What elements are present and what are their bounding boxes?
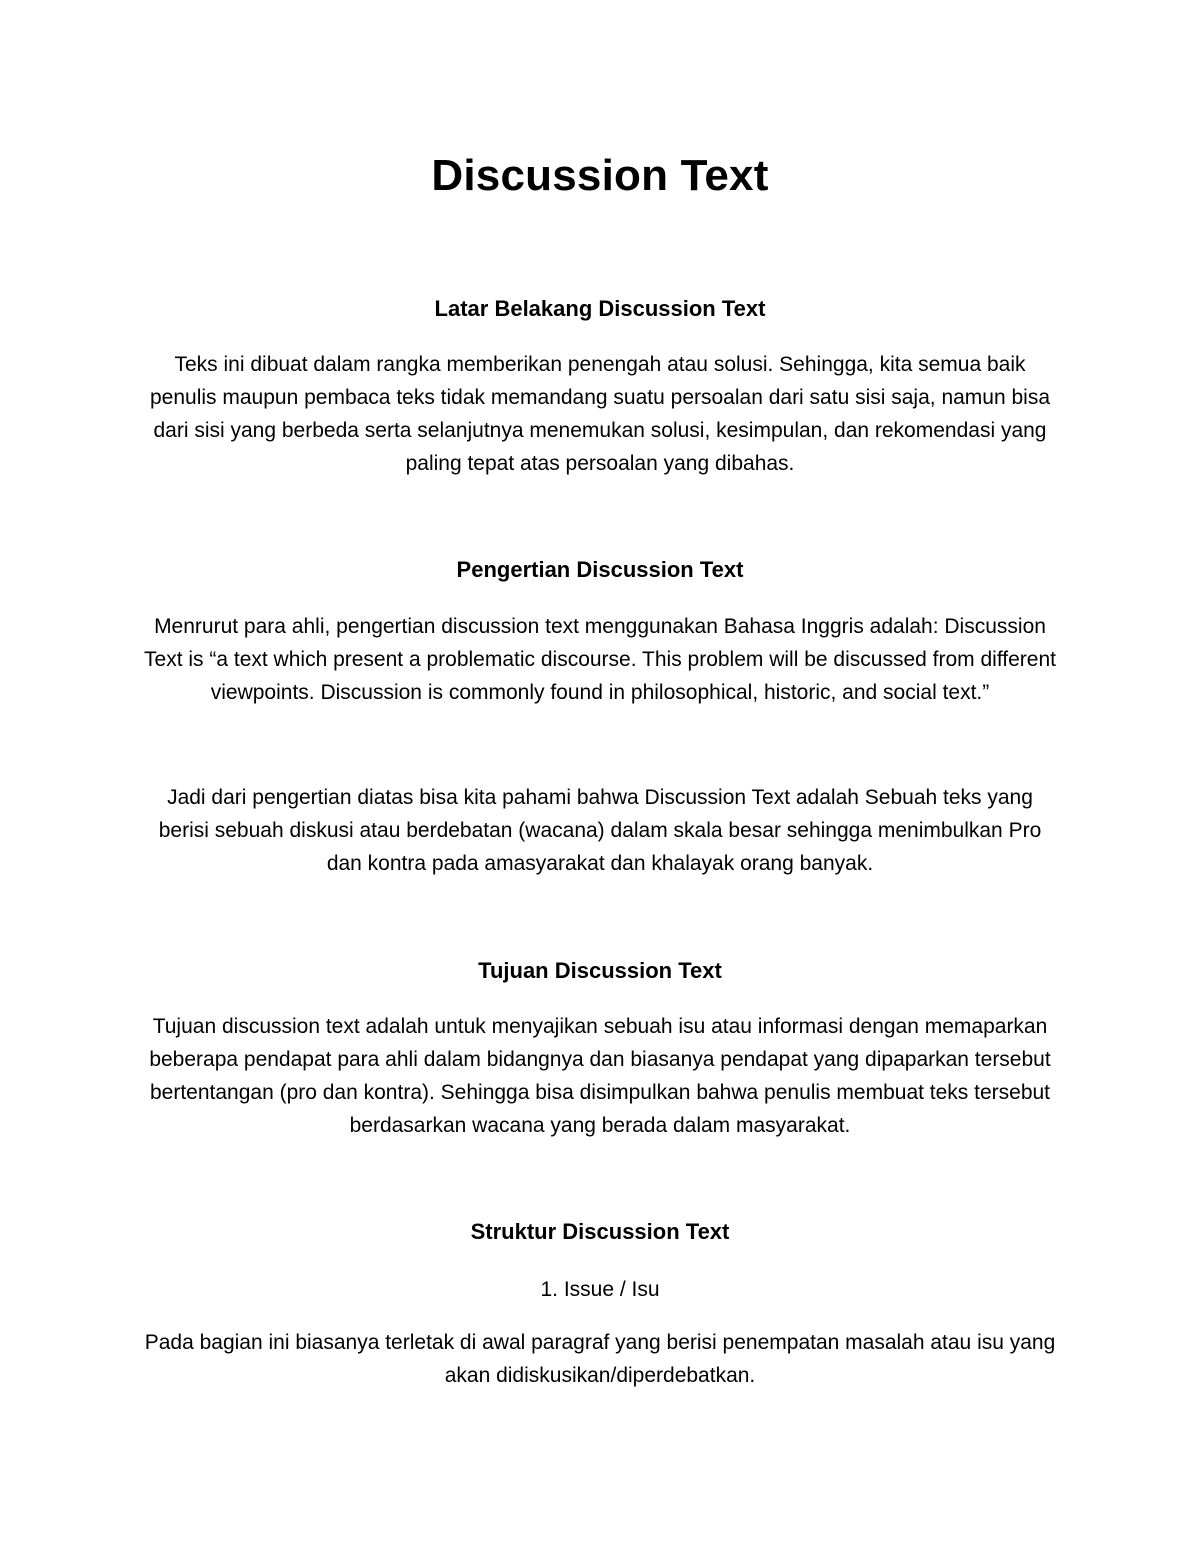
paragraph-tujuan: Tujuan discussion text adalah untuk menyajikan sebuah isu atau informasi dengan memaparkan beberapa pendapat para ahli dalam bidangnya dan biasanya pendapat yang dipaparkan tersebut bertentangan (pro dan kontra). Sehingga bisa disimpulkan bahwa penulis membuat teks tersebut berdasarkan wacana yang berada dalam masyarakat. xyxy=(149,1015,1051,1137)
paragraph-pengertian-definition: Menrurut para ahli, pengertian discussion text menggunakan Bahasa Inggris adalah: Discussion Text is “a text which present a problematic discourse. This problem will be discussed from different viewpoints. Discussion is commonly found in philosophical, historic, and social text.” xyxy=(144,615,1056,704)
section-heading-struktur: Struktur Discussion Text xyxy=(470,1219,730,1244)
section-heading-tujuan: Tujuan Discussion Text xyxy=(478,958,722,983)
paragraph-pengertian-summary: Jadi dari pengertian diatas bisa kita pahami bahwa Discussion Text adalah Sebuah teks yang berisi sebuah diskusi atau berdebatan (wacana) dalam skala besar sehingga menimbulkan Pro dan kontra pada amasyarakat dan khalayak orang banyak. xyxy=(158,786,1042,875)
section-heading-latar-belakang: Latar Belakang Discussion Text xyxy=(434,296,766,321)
section-heading-pengertian: Pengertian Discussion Text xyxy=(456,557,744,582)
structure-item-issue: 1. Issue / Isu xyxy=(540,1278,660,1301)
document-title: Discussion Text xyxy=(431,151,769,200)
paragraph-latar-belakang: Teks ini dibuat dalam rangka memberikan penengah atau solusi. Sehingga, kita semua baik penulis maupun pembaca teks tidak memandang suatu persoalan dari satu sisi saja, namun bisa dari sisi yang berbeda serta selanjutnya menemukan solusi, kesimpulan, dan rekomendasi yang paling tepat atas persoalan yang dibahas. xyxy=(149,353,1051,475)
paragraph-issue-description: Pada bagian ini biasanya terletak di awal paragraf yang berisi penempatan masalah atau isu yang akan didiskusikan/diperdebatkan. xyxy=(144,1331,1056,1387)
